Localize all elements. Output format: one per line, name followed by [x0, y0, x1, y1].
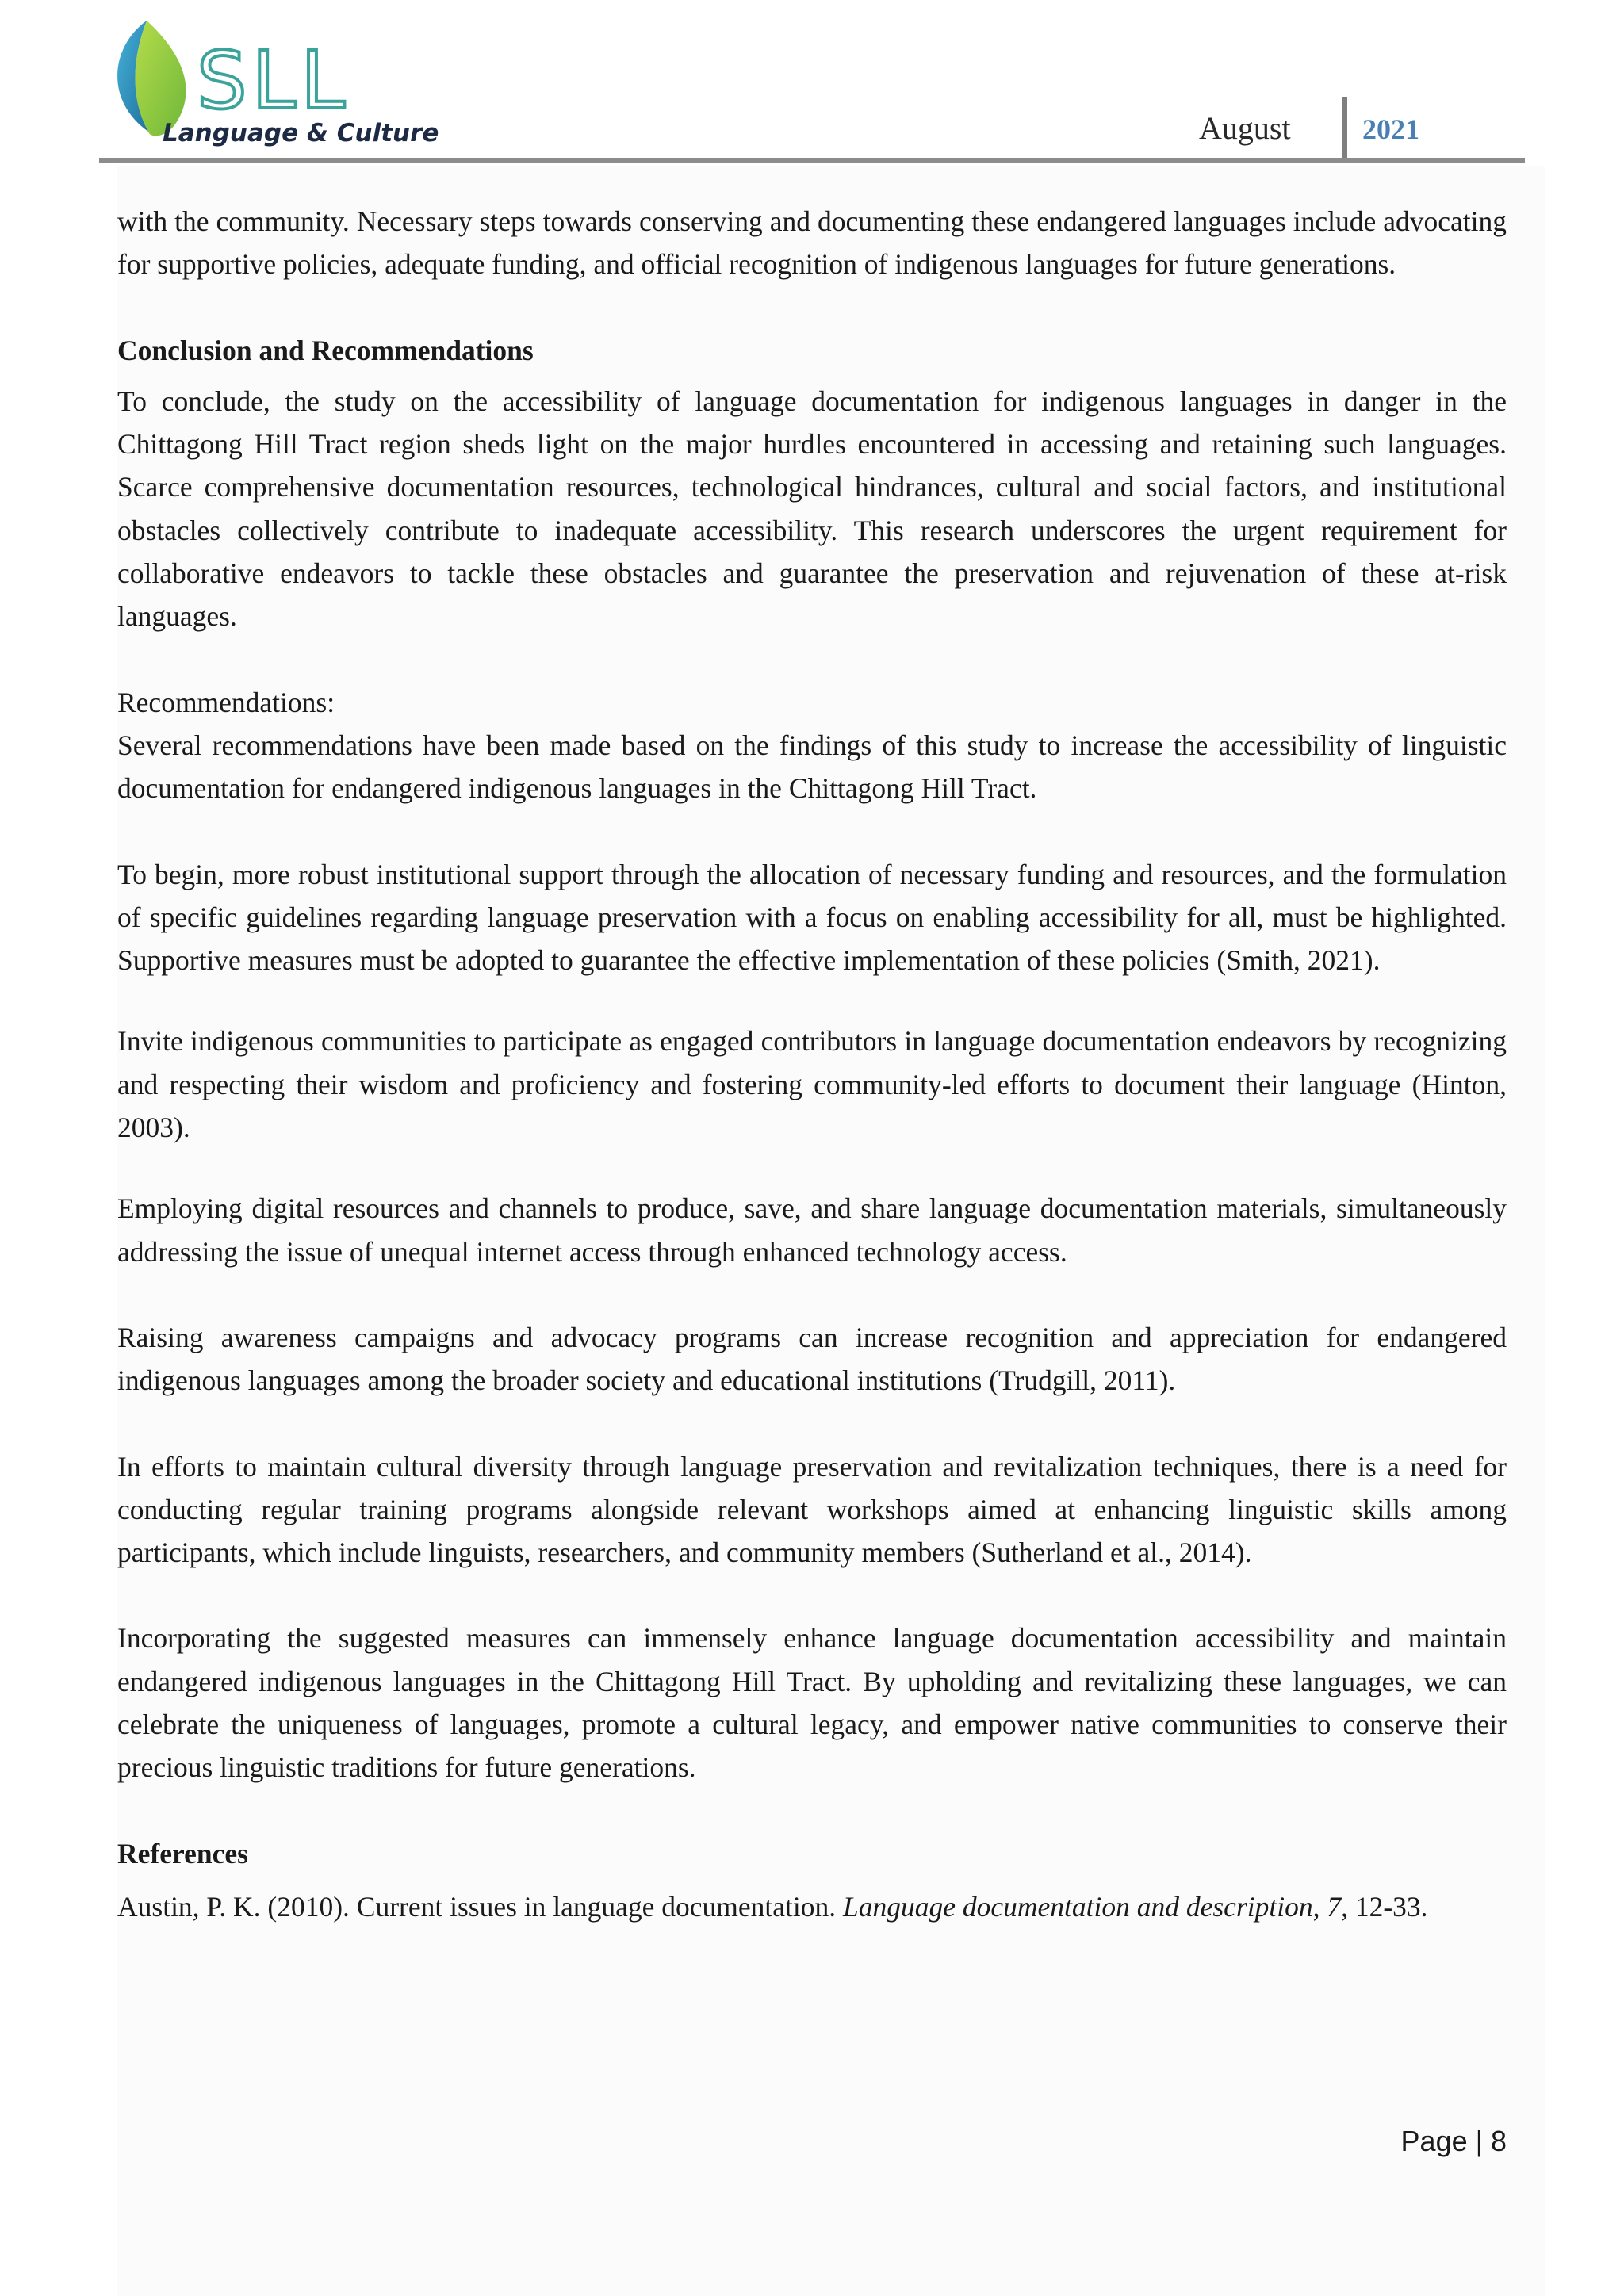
paragraph-final: Incorporating the suggested measures can immensely enhance language documentation accessibility and maintain endangered indigenous languages in the Chittagong Hill Tract. By upholding and revitalizing these languages, we can celebrate the uniqueness of languages, promote a cultural legacy, and empower native communities to conserve their precious linguistic traditions for future generations. [117, 1622, 1507, 1784]
paragraph-training: In efforts to maintain cultural diversity through language preservation and revitalization techniques, there is a need for conducting regular training programs alongside relevant workshops aimed at enhancing linguistic skills among participants, which include linguists, researchers, and community members (Sutherland et al., 2014). [117, 1450, 1507, 1569]
header-rule [99, 158, 1525, 163]
recommendations-label: Recommendations: [117, 686, 335, 718]
reference-pages: , 12-33. [1341, 1890, 1428, 1923]
article-body [117, 200, 1507, 1931]
paragraph-recommendations-intro: Several recommendations have been made based on the findings of this study to increase the accessibility of linguistic documentation for endangered indigenous languages in the Chittagong Hill Tract. [117, 729, 1507, 805]
issue-year: 2021 [1362, 113, 1419, 145]
section-heading-references: References [117, 1837, 248, 1869]
paragraph-conclusion: To conclude, the study on the accessibility of language documentation for indigenous languages in danger in the Chittagong Hill Tract region sheds light on the major hurdles encountered in accessing and retaining such languages. Scarce comprehensive documentation resources, technological hindrances, cultural and social factors, and institutional obstacles collectively contribute to inadequate accessibility. This research underscores the urgent requirement for collaborative endeavors to tackle these obstacles and guarantee the preservation and rejuvenation of these at-risk languages. [117, 385, 1507, 633]
paragraph-institutional-support: To begin, more robust institutional support through the allocation of necessary funding and resources, and the formulation of specific guidelines regarding language preservation with a focus on enabling accessibility for all, must be highlighted. Supportive measures must be adopted to guarantee the effective implementation of these policies (Smith, 2021). [117, 858, 1507, 977]
reference-journal: Language documentation and description [843, 1890, 1313, 1923]
paragraph-continuation: with the community. Necessary steps towards conserving and documenting these endangered languages include advocating for supportive policies, adequate funding, and official recognition of indigenous languages for future generations. [117, 205, 1507, 281]
paragraph-awareness: Raising awareness campaigns and advocacy programs can increase recognition and appreciation for endangered indigenous languages among the broader society and educational institutions (Trudgill, 2011). [117, 1321, 1507, 1397]
issue-month: August [1199, 110, 1291, 146]
logo-letters: SLL [197, 34, 350, 127]
reference-authors-title: Austin, P. K. (2010). Current issues in language documentation. [117, 1890, 843, 1923]
reference-separator: , [1312, 1890, 1327, 1923]
reference-entry [117, 1883, 1507, 1931]
reference-volume: 7 [1327, 1890, 1342, 1923]
page-header [0, 0, 1624, 166]
paragraph-community-participation: Invite indigenous communities to participate as engaged contributors in language documentation endeavors by recognizing and respecting their wisdom and proficiency and fostering community-led efforts to document their language (Hinton, 2003). [117, 1025, 1507, 1144]
page-number: Page | 8 [1400, 2125, 1507, 2157]
paragraph-digital-resources: Employing digital resources and channels to produce, save, and share language documentation materials, simultaneously addressing the issue of unequal internet access through enhanced technology access. [117, 1192, 1507, 1268]
header-divider [1342, 97, 1347, 162]
logo-tagline: Language & Culture [163, 119, 439, 147]
section-heading-conclusion: Conclusion and Recommendations [117, 334, 534, 366]
